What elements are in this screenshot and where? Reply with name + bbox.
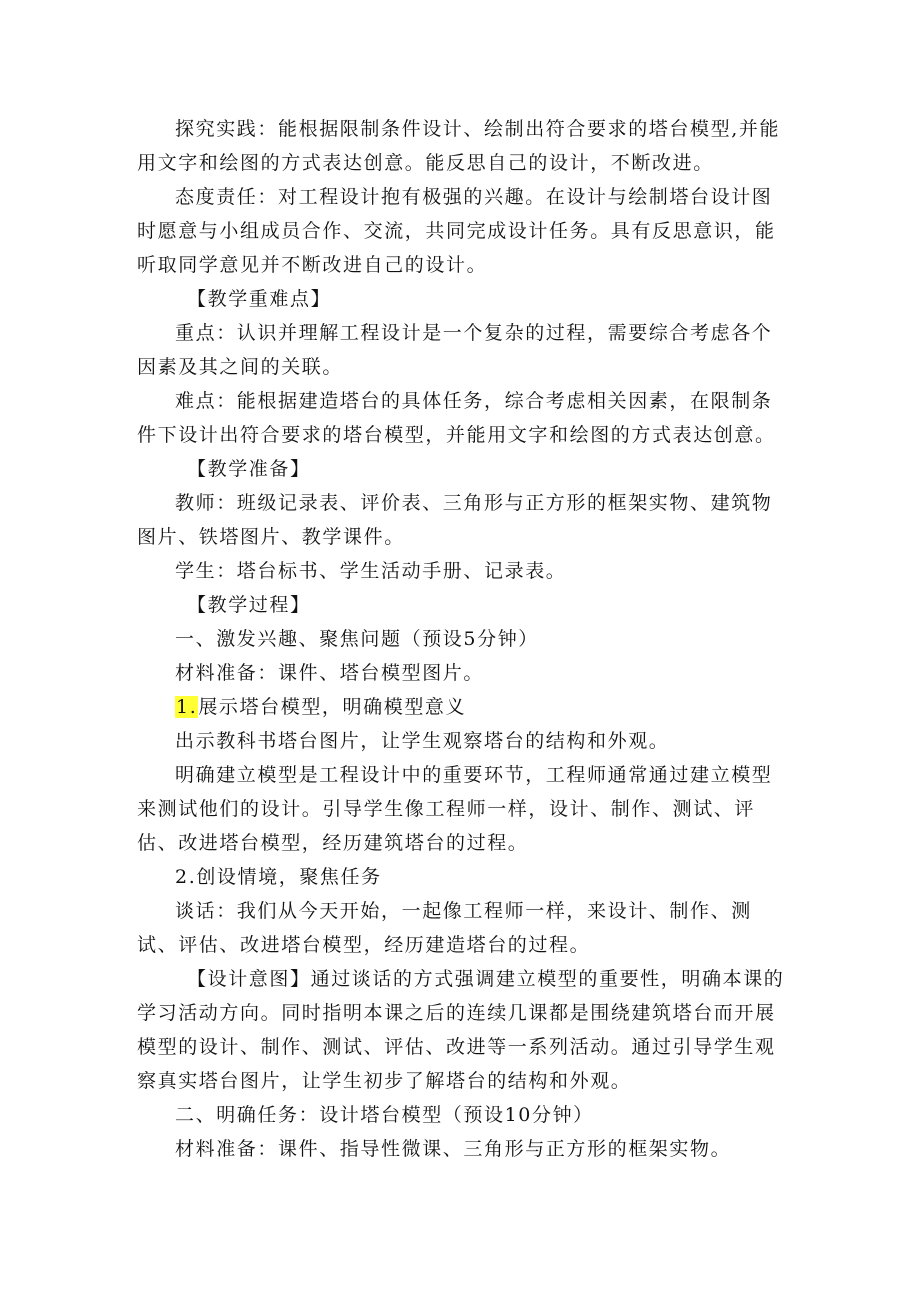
paragraph-inquiry-practice: 探究实践：能根据限制条件设计、绘制出符合要求的塔台模型,并能用文字和绘图的方式表达创意。能反思自己的设计，不断改进。: [137, 118, 781, 174]
paragraph-talk: 谈话：我们从今天开始，一起像工程师一样，来设计、制作、测试、评估、改进塔台模型，经历建造塔台的过程。: [137, 900, 752, 956]
highlighted-number: 1.: [176, 696, 198, 718]
list-item-2: 2.创设情境，聚焦任务: [175, 866, 382, 888]
document-body: [137, 112, 787, 1166]
paragraph-materials-one: 材料准备：课件、塔台模型图片。: [175, 662, 485, 684]
paragraph-difficult-point: 难点：能根据建造塔台的具体任务，综合考虑相关因素，在限制条件下设计出符合要求的塔台模型，并能用文字和绘图的方式表达创意。: [137, 390, 776, 446]
list-item-1-text: 展示塔台模型，明确模型意义: [198, 696, 467, 718]
paragraph-attitude-responsibility: 态度责任：对工程设计抱有极强的兴趣。在设计与绘制塔台设计图时愿意与小组成员合作、交流，共同完成设计任务。具有反思意识，能听取同学意见并不断改进自己的设计。: [137, 186, 776, 276]
paragraph-model-importance: 明确建立模型是工程设计中的重要环节，工程师通常通过建立模型来测试他们的设计。引导学生像工程师一样，设计、制作、测试、评估、改进塔台模型，经历建筑塔台的过程。: [137, 764, 773, 854]
paragraph-key-point: 重点：认识并理解工程设计是一个复杂的过程，需要综合考虑各个因素及其之间的关联。: [137, 322, 773, 378]
paragraph-materials-two: 材料准备：课件、指导性微课、三角形与正方形的框架实物。: [175, 1138, 732, 1160]
list-item-1: [137, 690, 787, 724]
paragraph-show-textbook: 出示教科书塔台图片，让学生观察塔台的结构和外观。: [175, 730, 670, 752]
section-one-title: 一、激发兴趣、聚焦问题（预设5分钟）: [175, 628, 539, 650]
paragraph-design-intent: 【设计意图】通过谈话的方式强调建立模型的重要性，明确本课的学习活动方向。同时指明本课之后的连续几课都是围绕建筑塔台而开展模型的设计、制作、测试、评估、改进等一系列活动。通过引导学生观察真实塔台图片，让学生初步了解塔台的结构和外观。: [137, 968, 785, 1092]
heading-key-difficult-points: 【教学重难点】: [187, 288, 332, 310]
heading-teaching-preparation: 【教学准备】: [187, 458, 311, 480]
heading-teaching-process: 【教学过程】: [187, 594, 311, 616]
paragraph-student-prep: 学生：塔台标书、学生活动手册、记录表。: [175, 560, 567, 582]
paragraph-teacher-prep: 教师：班级记录表、评价表、三角形与正方形的框架实物、建筑物图片、铁塔图片、教学课件。: [137, 492, 773, 548]
section-two-title: 二、明确任务：设计塔台模型（预设10分钟）: [175, 1104, 594, 1126]
